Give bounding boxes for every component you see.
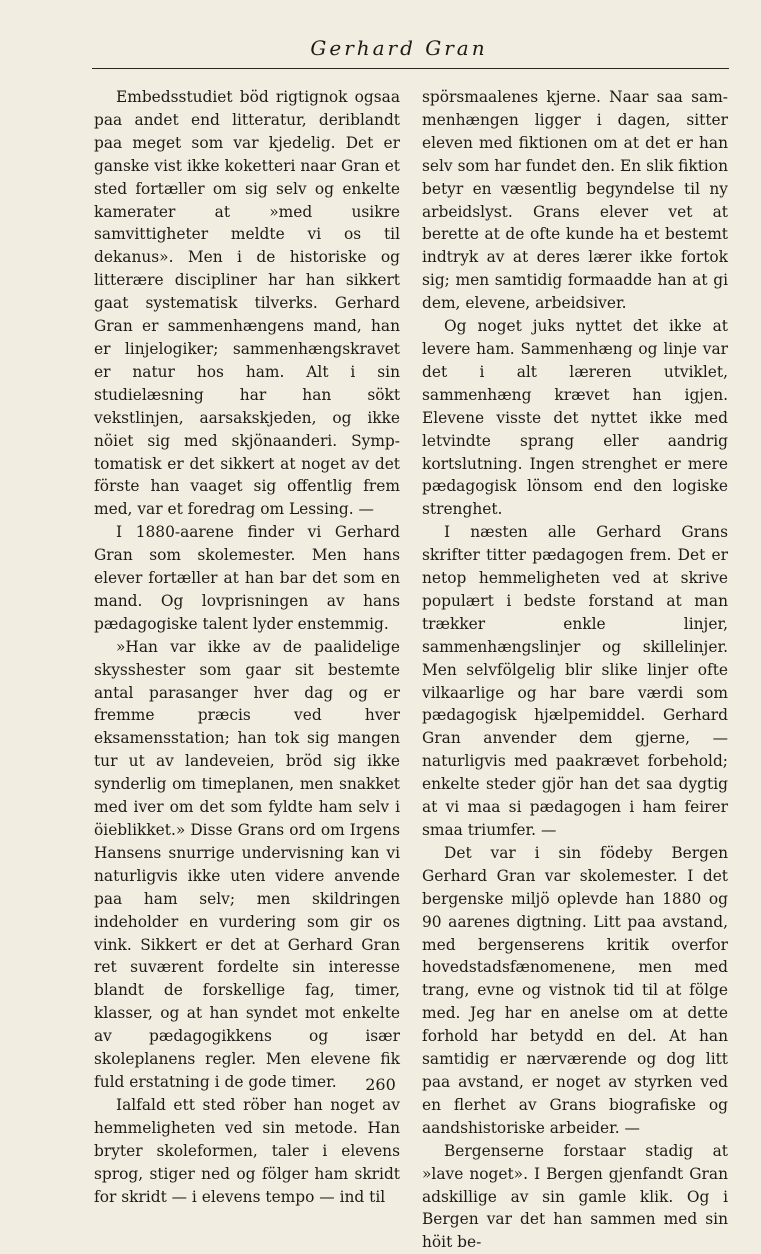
paragraph: Bergenserne forstaar stadig at »lave noget». I Bergen gjenfandt Gran adskillige av sin gamle klik. Og i Bergen var det han sammen med sin höit be- <box>422 1141 728 1252</box>
paragraph: spörsmaalenes kjerne. Naar saa sammenhængen ligger i dagen, sitter eleven med fiktionen om at det er han selv som har fundet den. En slik fiktion betyr en væsentlig begyndelse til ny arbeidslyst. Grans elever vet at berette at de ofte kunde ha et bestemt indtryk av at deres lærer ikke fortok sig; men samtidig formaadde han at gi dem, elevene, arbeidsiver. <box>422 88 728 313</box>
paragraph: Embedsstudiet böd rigtignok ogsaa paa andet end litteratur, deriblandt paa meget som var kjedelig. Det er ganske vist ikke koketteri naar Gran et sted fortæller om sig selv og enkelte kamerater at »med usikre samvittigheter meldte vi os til dekanus». Men i de historiske og litterære discipliner har han sikkert gaat systematisk tilverks. Gerhard Gran er sammenhængens mand, han er linjelogiker; sammenhængskravet er natur hos ham. Alt i sin studielæsning har han sökt vekstlinjen, aarsakskjeden, og ikke nöiet sig med skjönaanderi. Symptomatisk er det sikkert at noget av det förste han vaaget sig offentlig frem med, var et foredrag om Lessing. — <box>94 88 400 519</box>
paragraph: Ialfald ett sted röber han noget av hemmeligheten ved sin metode. Han bryter skoleformen, taler i elevens sprog, stiger ned og fölger ham skridt for skridt — i elevens tempo — ind til <box>94 1095 400 1206</box>
paragraph: »Han var ikke av de paalidelige skysshester som gaar sit bestemte antal parasanger hver dag og er fremme præcis ved hver eksamensstation; han tok sig mangen tur ut av landeveien, bröd sig ikke synderlig om timeplanen, men snakket med iver om det som fyldte ham selv i öieblikket.» Disse Grans ord om Irgens Hansens snurrige undervisning kan vi naturligvis ikke uten videre anvende paa ham selv; men skildringen indeholder en vurdering som gir os vink. Sikkert er det at Gerhard Gran ret suværent fordelte sin interesse blandt de forskellige fag, timer, klasser, og at han syndet mot enkelte av pædagogikkens og især skoleplanens regler. Men elevene fik fuld erstatning i de gode timer. <box>94 637 400 1091</box>
left-column <box>94 86 400 1208</box>
running-title: Gerhard Gran <box>310 36 488 60</box>
paragraph: I næsten alle Gerhard Grans skrifter titter pædagogen frem. Det er netop hemmeligheten ved at skrive populært i bedste forstand at man trækker enkle linjer, sammenhængslinjer og skillelinjer. Men selvfölgelig blir slike linjer ofte vilkaarlige og har bare værdi som pædagogisk hjælpemiddel. Gerhard Gran anvender dem gjerne, — naturligvis med paakrævet forbehold; enkelte steder gjör han det saa dygtig at vi maa si pædagogen i ham feirer smaa triumfer. — <box>422 523 728 839</box>
header-rule <box>92 68 729 69</box>
paragraph: Det var i sin födeby Bergen Gerhard Gran var skolemester. I det bergenske miljö oplevde han 1880 og 90 aarenes digtning. Litt paa avstand, med bergenserens kritik overfor hovedstadsfænomenene, men med trang, evne og vistnok tid til at fölge med. Jeg har en anelse om at dette forhold har betydd en del. At han samtidig er nærværende og dog litt paa avstand, er noget av styrken ved en flerhet av Grans biografiske og aandshistoriske arbeider. — <box>422 843 728 1137</box>
paragraph: I 1880-aarene finder vi Gerhard Gran som skolemester. Men hans elever fortæller at han bar det som en mand. Og lovprisningen av hans pædagogiske talent lyder enstemmig. <box>94 523 400 633</box>
paragraph: Og noget juks nyttet det ikke at levere ham. Sammenhæng og linje var det i alt læreren utviklet, sammenhæng krævet han igjen. Elevene visste det nyttet ikke med letvindte sprang eller aandrig kortslutning. Ingen strenghet er mere pædagogisk lönsom end den logiske strenghet. <box>422 317 728 519</box>
page-number: 260 <box>365 1075 396 1094</box>
